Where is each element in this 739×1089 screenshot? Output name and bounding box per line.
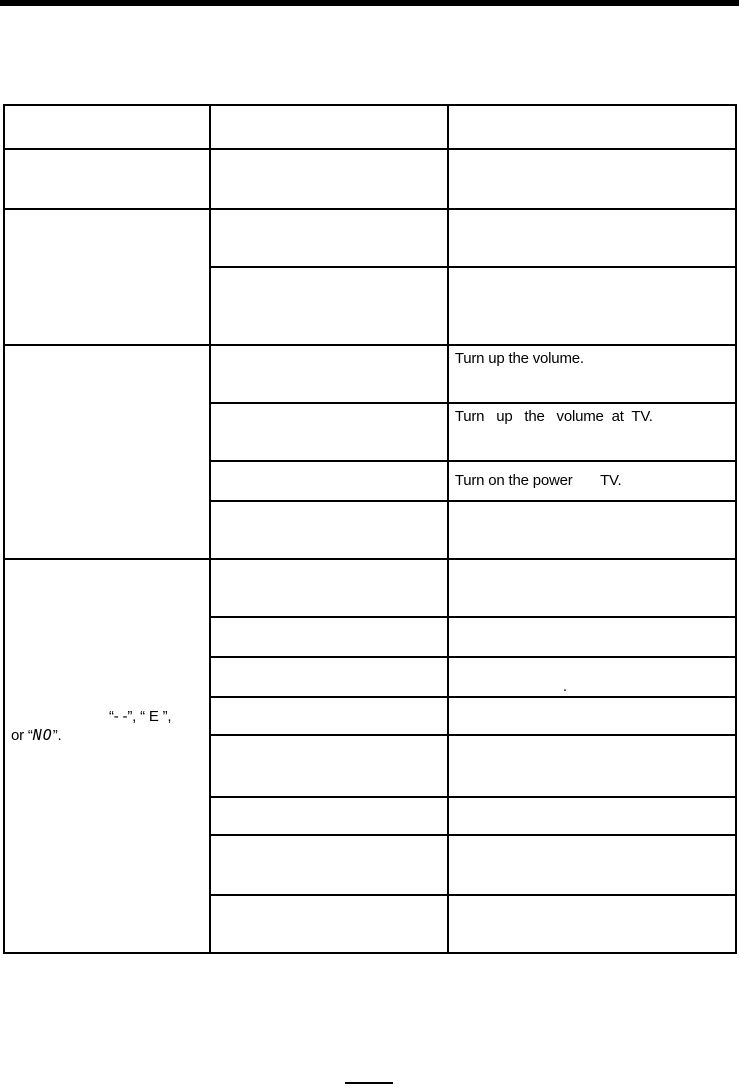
page-number-underline: [345, 1082, 393, 1084]
remedy-cell: [448, 835, 736, 895]
cause-cell: [210, 149, 448, 209]
remedy-cell: Turn on the power TV.: [448, 461, 736, 501]
cause-cell: [210, 267, 448, 345]
remedy-cell: [448, 797, 736, 835]
top-rule: [0, 0, 739, 6]
remedy-cell: [448, 149, 736, 209]
cause-cell: [210, 501, 448, 559]
cause-cell: [210, 617, 448, 657]
remedy-cell: [448, 267, 736, 345]
remedy-cell: [448, 209, 736, 267]
table-row: [4, 149, 736, 209]
remedy-cell: Turn up the volume at TV.: [448, 403, 736, 461]
remedy-cell: [448, 697, 736, 735]
remedy-cell: [448, 735, 736, 797]
header-cause: [210, 105, 448, 149]
display-symbols-line-2: [11, 726, 203, 745]
header-remedy: [448, 105, 736, 149]
cause-cell: [210, 697, 448, 735]
cause-cell: [210, 835, 448, 895]
remedy-cell: [448, 617, 736, 657]
cause-cell: [210, 559, 448, 617]
cause-cell: [210, 209, 448, 267]
problem-cell: [4, 559, 210, 953]
display-symbols-line-1: “- -”, “ E ”,: [109, 707, 172, 725]
cause-cell: [210, 797, 448, 835]
segment-code: NO: [32, 725, 53, 744]
symbol-suffix: ”.: [52, 726, 62, 744]
problem-cell: [4, 209, 210, 345]
cause-cell: [210, 345, 448, 403]
cause-cell: [210, 895, 448, 953]
problem-cell: [4, 345, 210, 559]
table-header-row: [4, 105, 736, 149]
cause-cell: [210, 657, 448, 697]
table-row: [4, 559, 736, 617]
cause-cell: [210, 735, 448, 797]
troubleshooting-table: [3, 104, 737, 954]
table-row: [4, 209, 736, 267]
cause-cell: [210, 403, 448, 461]
remedy-cell: [448, 895, 736, 953]
cause-cell: [210, 461, 448, 501]
remedy-cell: [448, 559, 736, 617]
table-row: [4, 345, 736, 403]
header-problem: [4, 105, 210, 149]
remedy-cell: Turn up the volume.: [448, 345, 736, 403]
symbol-prefix: or “: [11, 726, 33, 744]
problem-cell: [4, 149, 210, 209]
remedy-cell: .: [448, 657, 736, 697]
remedy-cell: [448, 501, 736, 559]
